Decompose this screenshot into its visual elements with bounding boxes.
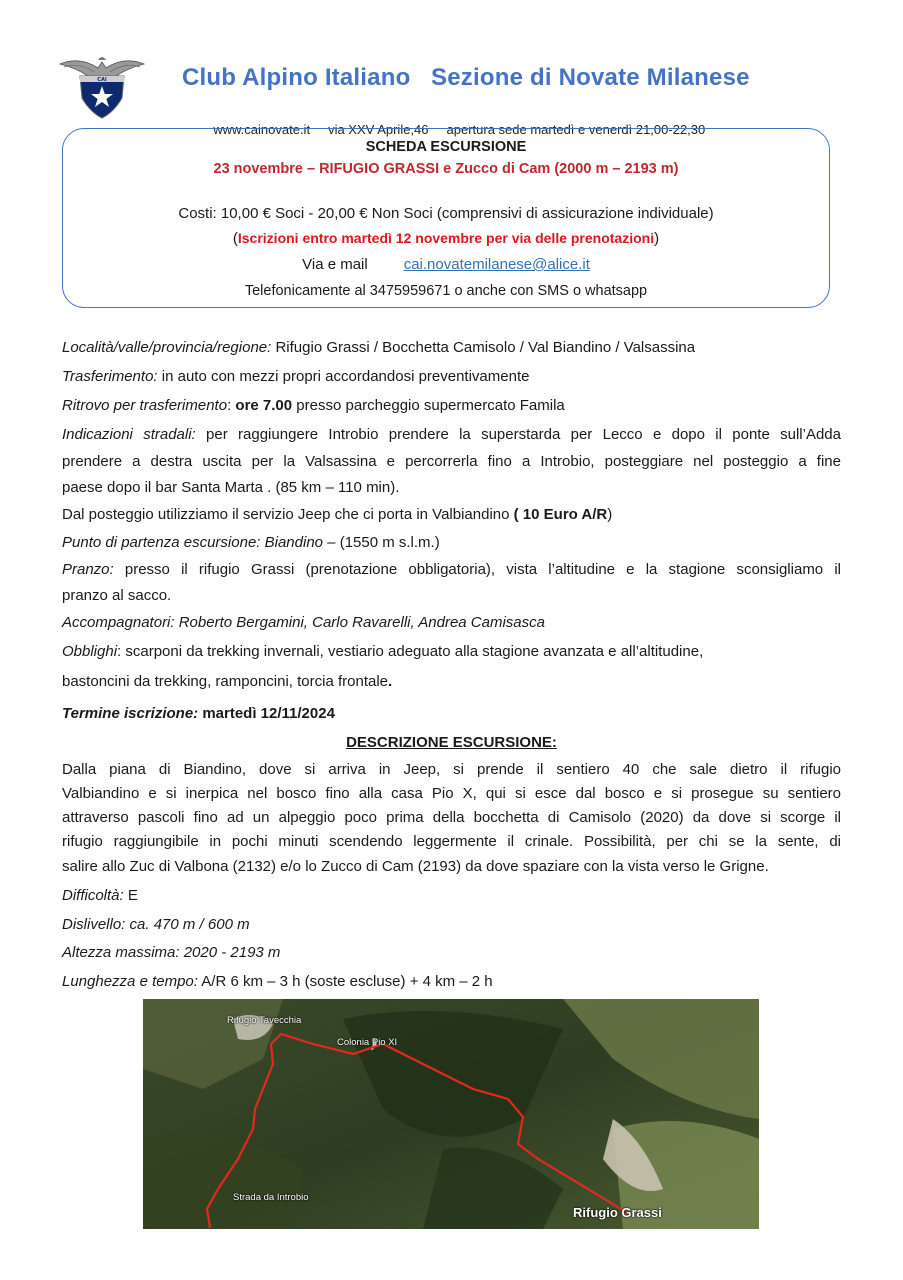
indicazioni-line-1: Indicazioni stradali: per raggiungere Introbio prendere la superstarda per Lecco e dopo il ponte sull’Adda: [62, 426, 841, 443]
termine-line: Termine iscrizione: martedì 12/11/2024: [62, 705, 335, 722]
dislivello-line: Dislivello: ca. 470 m / 600 m: [62, 916, 250, 933]
altezza-line: Altezza massima: 2020 - 2193 m: [62, 944, 281, 961]
event-title: 23 novembre – RIFUGIO GRASSI e Zucco di Cam (2000 m – 2193 m): [213, 161, 679, 177]
route-map: [143, 999, 759, 1229]
cai-logo: [58, 54, 146, 120]
description-heading: DESCRIZIONE ESCURSIONE:: [346, 734, 557, 751]
svg-text:CAI: CAI: [97, 77, 107, 83]
eagle-star-logo-icon: [58, 54, 146, 120]
pranzo-line-2: pranzo al sacco.: [62, 587, 172, 604]
localita-line: Località/valle/provincia/regione: Rifugio Grassi / Bocchetta Camisolo / Val Biandino / Valsassina: [62, 339, 696, 356]
email-label: Via e mail: [302, 256, 368, 273]
ritrovo-line: Ritrovo per trasferimento: ore 7.00 presso parcheggio supermercato Famila: [62, 397, 565, 414]
page-title: Club Alpino Italiano Sezione di Novate Milanese: [182, 64, 750, 91]
accompagnatori-line: Accompagnatori: Roberto Bergamini, Carlo Ravarelli, Andrea Camisasca: [62, 614, 545, 631]
box-heading: SCHEDA ESCURSIONE: [365, 139, 527, 155]
phone-text: Telefonicamente al 3475959671 o anche con SMS o whatsapp: [244, 283, 648, 299]
email-link[interactable]: cai.novatemilanese@alice.it: [403, 256, 590, 273]
pranzo-line-1: Pranzo: presso il rifugio Grassi (prenotazione obbligatoria), vista l’altitudine e la stagione sconsigliamo il: [62, 561, 841, 578]
trasferimento-line: Trasferimento: in auto con mezzi propri accordandosi preventivamente: [62, 368, 530, 385]
registration-line: (Iscrizioni entro martedì 12 novembre per via delle prenotazioni): [232, 230, 660, 247]
difficolta-line: Difficoltà: E: [62, 887, 138, 904]
description-line: rifugio raggiungibile in pochi minuti scendendo leggermente il crinale. Possibilità, per chi se la sente, di: [62, 833, 841, 850]
description-line: salire allo Zuc di Valbona (2132) e/o lo Zucco di Cam (2193) da dove spaziare con la vista verso le Grigne.: [62, 858, 769, 875]
indicazioni-line-3: paese dopo il bar Santa Marta . (85 km – 110 min).: [62, 479, 400, 496]
email-line: [63, 256, 829, 273]
registration-deadline: Iscrizioni entro martedì 12 novembre per via delle prenotazioni: [237, 230, 655, 246]
obblighi-line-2: bastoncini da trekking, ramponcini, torcia frontale.: [62, 673, 393, 690]
map-label-rifugio-tavecchia: Rifugio Tavecchia: [227, 1015, 302, 1026]
map-label-colonia: Colonia Pio XI: [337, 1037, 398, 1048]
map-label-rifugio-grassi: Rifugio Grassi: [573, 1205, 662, 1220]
excursion-info-box: [62, 128, 830, 308]
costs-text: Costi: 10,00 € Soci - 20,00 € Non Soci (comprensivi di assicurazione individuale): [178, 205, 714, 222]
description-line: Valbiandino e si inerpica nel bosco fino alla casa Pio X, qui si esce dal bosco e si prosegue su sentiero: [62, 785, 841, 802]
jeep-line: Dal posteggio utilizziamo il servizio Jeep che ci porta in Valbiandino ( 10 Euro A/R): [62, 506, 613, 523]
partenza-line: Punto di partenza escursione: Biandino – (1550 m s.l.m.): [62, 534, 440, 551]
indicazioni-line-2: prendere a destra uscita per la Valsassina e percorrerla fino a Introbio, posteggiare nel posteggio a fine: [62, 453, 841, 470]
opening-hours: apertura sede martedì e venerdì 21,00-22,30: [446, 122, 706, 137]
address-text: via XXV Aprile,46: [328, 122, 429, 137]
lunghezza-line: Lunghezza e tempo: A/R 6 km – 3 h (soste escluse) + 4 km – 2 h: [62, 973, 493, 990]
description-line: Dalla piana di Biandino, dove si arriva in Jeep, si prende il sentiero 40 che sale dietro il rifugio: [62, 761, 841, 778]
map-label-strada: Strada da Introbio: [233, 1192, 309, 1203]
website-link[interactable]: www.cainovate.it: [213, 122, 311, 137]
description-line: attraverso pascoli fino ad un alpeggio poco prima della bocchetta di Camisolo (2020) da dove si scorge il: [62, 809, 841, 826]
obblighi-line-1: Obblighi: scarponi da trekking invernali, vestiario adeguato alla stagione avanzata e all’altitudine,: [62, 643, 704, 660]
